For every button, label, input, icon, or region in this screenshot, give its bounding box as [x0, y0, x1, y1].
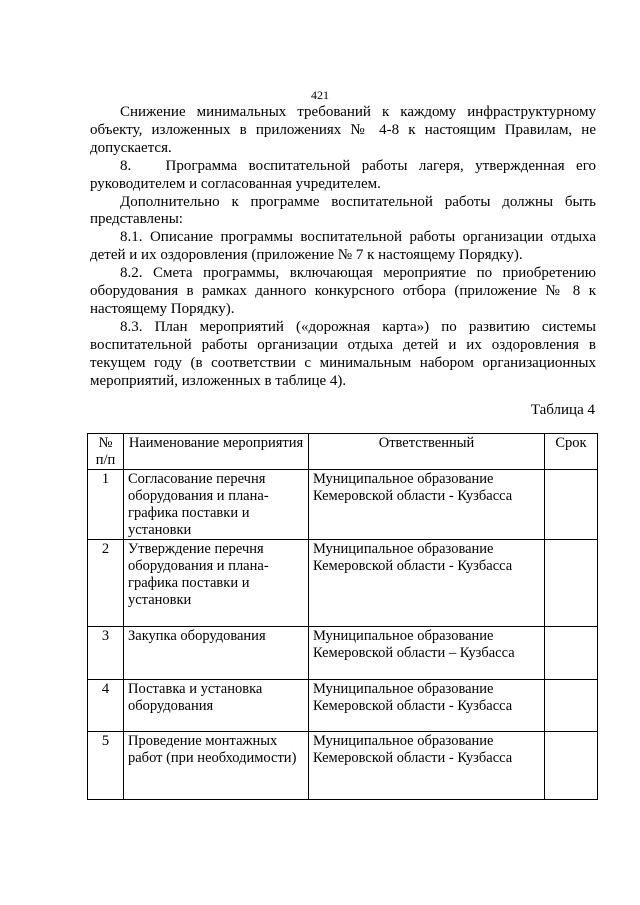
row-num: 3 [88, 627, 124, 680]
row-num: 1 [88, 470, 124, 540]
row-num: 5 [88, 732, 124, 800]
header-responsible: Ответственный [309, 434, 545, 470]
row-responsible: Муниципальное образование Кемеровской области - Кузбасса [309, 732, 545, 800]
header-term: Срок [545, 434, 598, 470]
paragraph-item-8-2: 8.2. Смета программы, включающая мероприятие по приобретению оборудования в рамках данного конкурсного отбора (приложение № 8 к настоящему Порядку). [90, 265, 596, 317]
paragraph-additional: Дополнительно к программе воспитательной работы должны быть представлены: [90, 193, 596, 228]
row-responsible: Муниципальное образование Кемеровской области - Кузбасса [309, 540, 545, 627]
row-term [545, 680, 598, 732]
table-row [88, 732, 598, 800]
header-name: Наименование мероприятия [124, 434, 309, 470]
row-num: 2 [88, 540, 124, 627]
row-name: Проведение монтажных работ (при необходимости) [124, 732, 309, 800]
row-responsible: Муниципальное образование Кемеровской области - Кузбасса [309, 470, 545, 540]
table-header-row [88, 434, 598, 470]
paragraph-item-8-1: 8.1. Описание программы воспитательной работы организации отдыха детей и их оздоровления (приложение № 7 к настоящему Порядку). [90, 229, 596, 264]
row-term [545, 627, 598, 680]
plan-table [87, 433, 598, 800]
paragraph-item-8-3: 8.3. План мероприятий («дорожная карта») по развитию системы воспитательной работы организации отдыха детей и их оздоровления в текущем году (в соответствии с минимальным набором организационных мероприятий, изложенных в таблице 4). [90, 318, 596, 389]
table-row [88, 540, 598, 627]
table-caption: Таблица 4 [530, 402, 595, 418]
row-term [545, 732, 598, 800]
row-name: Утверждение перечня оборудования и плана-графика поставки и установки [124, 540, 309, 627]
row-num: 4 [88, 680, 124, 732]
page-number: 421 [311, 88, 329, 102]
paragraph-item-8: 8. Программа воспитательной работы лагеря, утвержденная его руководителем и согласованная учредителем. [90, 157, 596, 192]
header-num: № п/п [88, 434, 124, 470]
row-term [545, 540, 598, 627]
row-responsible: Муниципальное образование Кемеровской области – Кузбасса [309, 627, 545, 680]
row-name: Согласование перечня оборудования и плана-графика поставки и установки [124, 470, 309, 540]
table-row [88, 680, 598, 732]
table-row [88, 470, 598, 540]
row-name: Поставка и установка оборудования [124, 680, 309, 732]
body-text [90, 104, 596, 391]
row-name: Закупка оборудования [124, 627, 309, 680]
row-responsible: Муниципальное образование Кемеровской области - Кузбасса [309, 680, 545, 732]
table-row [88, 627, 598, 680]
row-term [545, 470, 598, 540]
paragraph-requirements: Снижение минимальных требований к каждому инфраструктурному объекту, изложенных в приложениях № 4-8 к настоящим Правилам, не допускается. [90, 104, 596, 156]
